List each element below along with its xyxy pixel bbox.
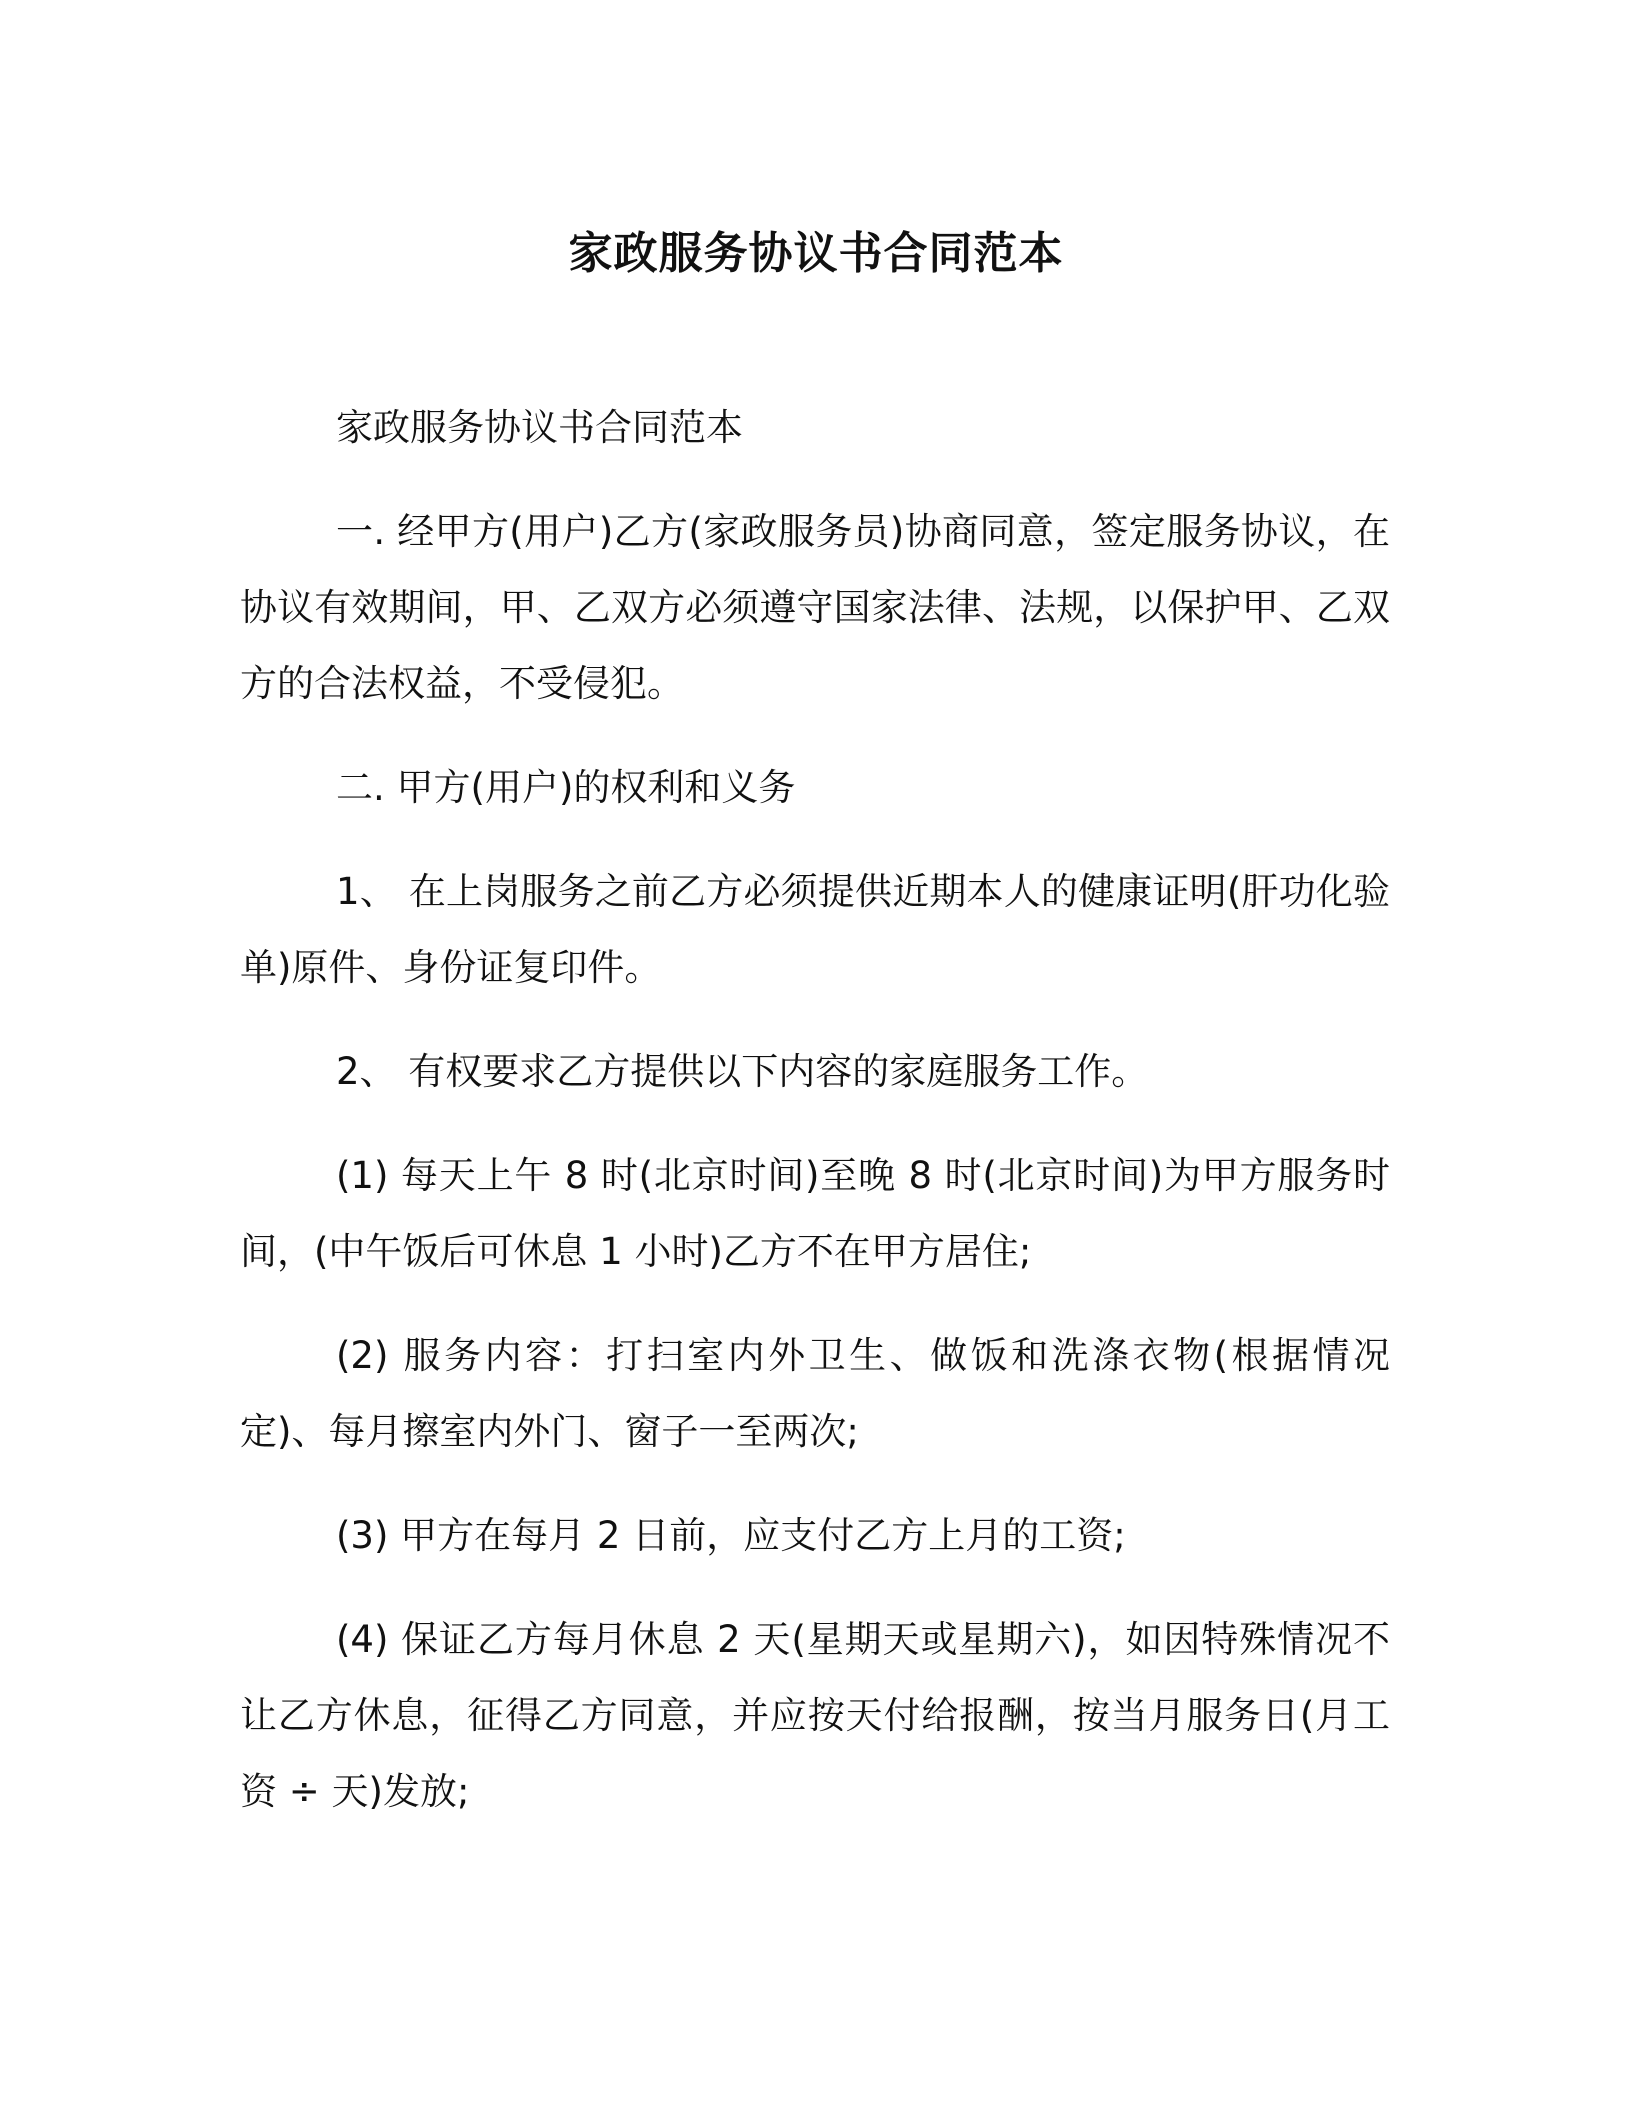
paragraph-section-2-heading: 二. 甲方(用户)的权利和义务: [336, 766, 796, 809]
paragraph-subtitle: 家政服务协议书合同范本: [336, 406, 743, 449]
document-title: 家政服务协议书合同范本: [568, 228, 1064, 279]
paragraph-section-1: 一. 经甲方(用户)乙方(家政服务员)协商同意，签定服务协议，在协议有效期间，甲、乙双方必须遵守国家法律、法规，以保护甲、乙双方的合法权益，不受侵犯。: [240, 510, 1390, 705]
paragraph-item-2: 2、 有权要求乙方提供以下内容的家庭服务工作。: [336, 1050, 1149, 1093]
paragraph-subitem-4: (4) 保证乙方每月休息 2 天(星期天或星期六)，如因特殊情况不让乙方休息，征得乙方同意，并应按天付给报酬，按当月服务日(月工资 ÷ 天)发放;: [240, 1618, 1390, 1813]
paragraph-subitem-1: (1) 每天上午 8 时(北京时间)至晚 8 时(北京时间)为甲方服务时间，(中午饭后可休息 1 小时)乙方不在甲方居住;: [240, 1154, 1390, 1273]
paragraph-subitem-3: (3) 甲方在每月 2 日前，应支付乙方上月的工资;: [336, 1514, 1126, 1557]
document-body: [240, 390, 1390, 1858]
paragraph-item-1: 1、 在上岗服务之前乙方必须提供近期本人的健康证明(肝功化验单)原件、身份证复印件。: [240, 870, 1390, 989]
paragraph-subitem-2: (2) 服务内容：打扫室内外卫生、做饭和洗涤衣物(根据情况定)、每月擦室内外门、窗子一至两次;: [240, 1334, 1390, 1453]
